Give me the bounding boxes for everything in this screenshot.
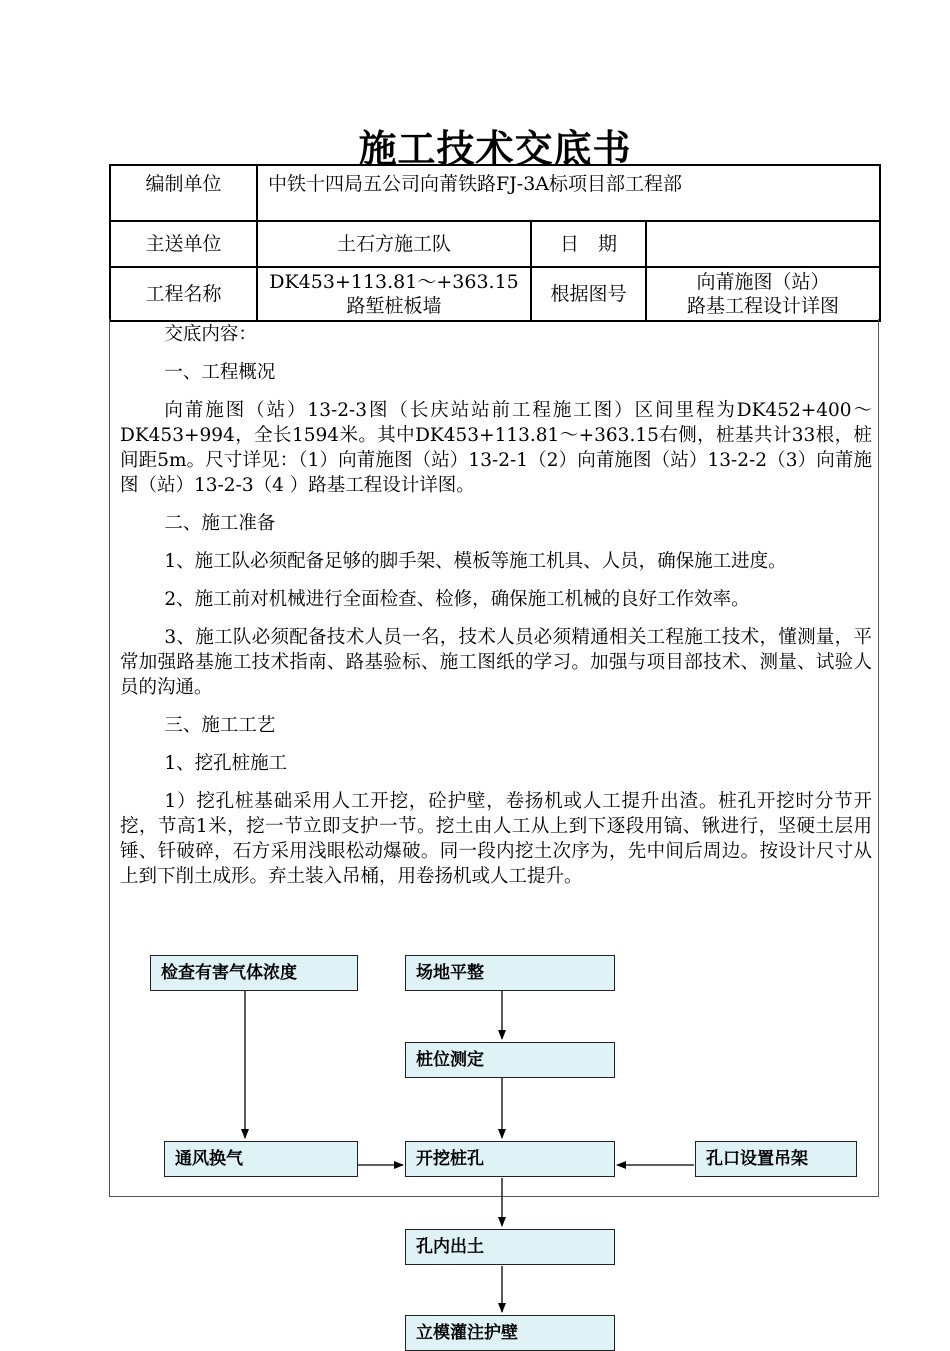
section1-text: 向莆施图（站）13-2-3图（长庆站站前工程施工图）区间里程为DK452+400～DK453+994，全长1594米。其中DK453+113.81～+363.15右侧，桩基共计33根，桩间距5m。尺寸详见：（1）向莆施图（站）13-2-1（2）向莆施图（站）13-2-2（3）向莆施图（站）13-2-3（4 ）路基工程设计详图。 bbox=[120, 400, 872, 496]
drawing-label: 根据图号 bbox=[531, 267, 646, 321]
prep-item-1: 1、施工队必须配备足够的脚手架、模板等施工机具、人员，确保施工进度。 bbox=[164, 551, 787, 572]
recipient-value: 土石方施工队 bbox=[257, 221, 531, 267]
project-value-line2: 路堑桩板墙 bbox=[346, 295, 442, 317]
recipient-label: 主送单位 bbox=[110, 221, 257, 267]
flow-hoist-frame: 孔口设置吊架 bbox=[695, 1141, 857, 1177]
section2-heading: 二、施工准备 bbox=[164, 513, 276, 534]
prep-item-3: 3、施工队必须配备技术人员一名，技术人员必须精通相关工程施工技术，懂测量，平常加强路基施工技术指南、路基验标、施工图纸的学习。加强与项目部技术、测量、试验人员的沟通。 bbox=[120, 627, 872, 698]
flow-ventilation: 通风换气 bbox=[164, 1141, 358, 1177]
flow-formwork-pour: 立模灌注护壁 bbox=[405, 1315, 615, 1351]
prep-item-2: 2、施工前对机械进行全面检查、检修，确保施工机械的良好工作效率。 bbox=[164, 589, 750, 610]
flow-remove-soil: 孔内出土 bbox=[405, 1229, 615, 1265]
drawing-value-line1: 向莆施图（站） bbox=[696, 271, 830, 293]
sub1-text: 1）挖孔桩基础采用人工开挖，砼护壁，卷扬机或人工提升出渣。桩孔开挖时分节开挖，节高1米，挖一节立即支护一节。挖土由人工从上到下逐段用镐、锹进行，坚硬土层用锤、钎破碎，石方采用浅眼松动爆破。同一段内挖土次序为，先中间后周边。按设计尺寸从上到下削土成形。弃土装入吊桶，用卷扬机或人工提升。 bbox=[120, 791, 872, 887]
flow-pile-survey: 桩位测定 bbox=[405, 1042, 615, 1078]
flow-site-level: 场地平整 bbox=[405, 955, 615, 991]
intro: 交底内容： bbox=[164, 324, 257, 345]
flow-check-gas: 检查有害气体浓度 bbox=[150, 955, 358, 991]
flow-excavate: 开挖桩孔 bbox=[405, 1141, 615, 1177]
compiler-label: 编制单位 bbox=[110, 165, 257, 221]
section1-heading: 一、工程概况 bbox=[164, 362, 276, 383]
sub1-heading: 1、挖孔桩施工 bbox=[164, 753, 288, 774]
project-value-line1: DK453+113.81～+363.15 bbox=[269, 271, 519, 293]
project-label: 工程名称 bbox=[110, 267, 257, 321]
section3-heading: 三、施工工艺 bbox=[164, 715, 276, 736]
drawing-value-line2: 路基工程设计详图 bbox=[687, 295, 840, 317]
date-label: 日 期 bbox=[531, 221, 646, 267]
compiler-value: 中铁十四局五公司向莆铁路FJ-3A标项目部工程部 bbox=[257, 165, 880, 221]
document-title: 施工技术交底书 bbox=[358, 126, 632, 171]
